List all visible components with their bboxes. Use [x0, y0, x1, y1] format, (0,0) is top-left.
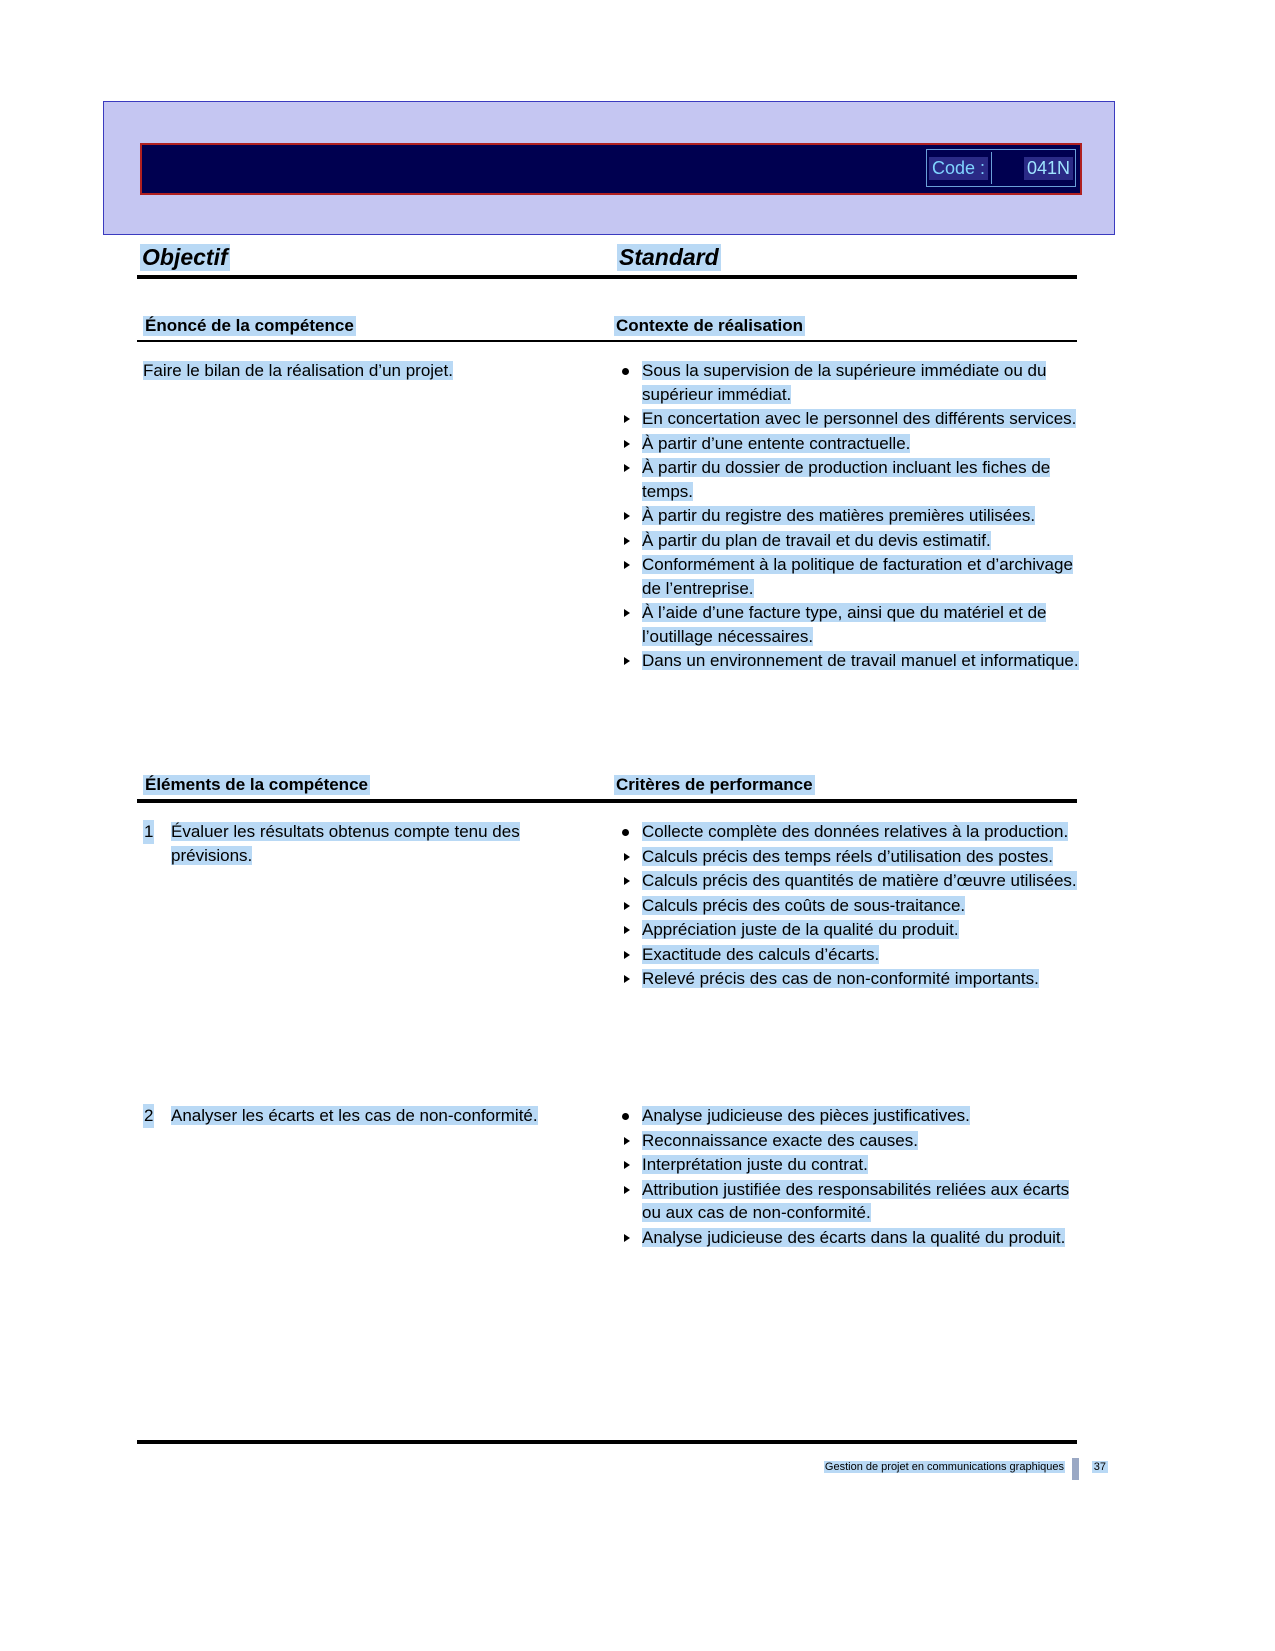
footer-page-number: 37 [1093, 1461, 1106, 1473]
criteres-list [620, 820, 1080, 991]
list-item: Attribution justifiée des responsabilités reliées aux écarts ou aux cas de non-conformité. [620, 1178, 1080, 1225]
list-item: Reconnaissance exacte des causes. [620, 1129, 1080, 1153]
list-item: Relevé précis des cas de non-conformité importants. [620, 967, 1080, 991]
list-item: Collecte complète des données relatives à la production. [620, 820, 1080, 844]
contexte-list [620, 359, 1080, 673]
list-item: Calculs précis des coûts de sous-traitance. [620, 894, 1080, 918]
footer-divider [1072, 1458, 1079, 1480]
heading-criteres: Critères de performance [616, 775, 813, 794]
rule-under-enonce-heading [137, 340, 1077, 342]
criteres-1-block [620, 820, 1080, 992]
heading-enonce: Énoncé de la compétence [145, 316, 354, 335]
element-number: 2 [143, 1104, 154, 1128]
rule-under-elements-heading [137, 799, 1077, 803]
objectif-standard-row [137, 244, 1077, 274]
list-item: À partir du registre des matières premières utilisées. [620, 504, 1080, 528]
title-objectif: Objectif [142, 244, 228, 270]
list-item: À l’aide d’une facture type, ainsi que du matériel et de l’outillage nécessaires. [620, 601, 1080, 648]
header-banner [103, 101, 1115, 235]
footer-program: Gestion de projet en communications graphiques [824, 1461, 1064, 1473]
list-item: Analyse judicieuse des pièces justificatives. [620, 1104, 1080, 1128]
heading-contexte: Contexte de réalisation [616, 316, 804, 335]
element-text: Analyser les écarts et les cas de non-conformité. [171, 1106, 538, 1125]
code-separator [991, 152, 992, 184]
element-number: 1 [143, 820, 154, 844]
list-item: Interprétation juste du contrat. [620, 1153, 1080, 1177]
list-item: Exactitude des calculs d’écarts. [620, 943, 1080, 967]
code-box [926, 149, 1076, 187]
list-item: À partir d’une entente contractuelle. [620, 432, 1080, 456]
enonce-text: Faire le bilan de la réalisation d’un projet. [143, 361, 453, 380]
list-item: Conformément à la politique de facturation et d’archivage de l’entreprise. [620, 553, 1080, 600]
element-number-text [143, 1104, 603, 1128]
element-number-text [143, 820, 603, 867]
list-item: Calculs précis des quantités de matière d’œuvre utilisées. [620, 869, 1080, 893]
list-item: Calculs précis des temps réels d’utilisation des postes. [620, 845, 1080, 869]
code-value: 041N [1024, 157, 1073, 180]
list-item: Dans un environnement de travail manuel et informatique. [620, 649, 1080, 673]
list-item: En concertation avec le personnel des différents services. [620, 407, 1080, 431]
enonce-block [143, 359, 603, 382]
element-2-block [143, 1104, 603, 1128]
contexte-block [620, 359, 1080, 674]
list-item: À partir du dossier de production incluant les fiches de temps. [620, 456, 1080, 503]
rule-under-titles [137, 275, 1077, 279]
list-item: Appréciation juste de la qualité du produit. [620, 918, 1080, 942]
title-standard: Standard [619, 244, 719, 270]
element-text: Évaluer les résultats obtenus compte tenu des prévisions. [171, 822, 520, 865]
list-item: À partir du plan de travail et du devis estimatif. [620, 529, 1080, 553]
criteres-2-block [620, 1104, 1080, 1250]
list-item: Analyse judicieuse des écarts dans la qualité du produit. [620, 1226, 1080, 1250]
header-banner-inner [140, 143, 1082, 195]
criteres-list [620, 1104, 1080, 1249]
element-1-block [143, 820, 603, 867]
code-label: Code : [929, 157, 988, 180]
list-item: Sous la supervision de la supérieure immédiate ou du supérieur immédiat. [620, 359, 1080, 406]
footer-rule [137, 1440, 1077, 1444]
heading-elements: Éléments de la compétence [145, 775, 368, 794]
